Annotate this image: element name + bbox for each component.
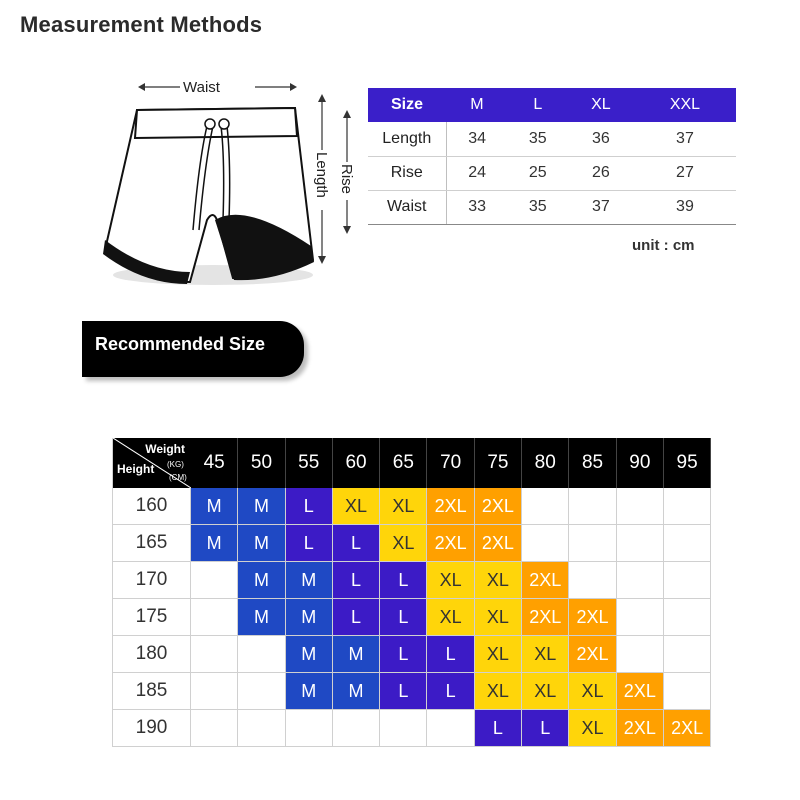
size-cell	[191, 562, 238, 599]
size-cell: M	[238, 599, 285, 636]
size-cell: M	[333, 636, 380, 673]
rise-label: Rise	[338, 164, 355, 195]
size-cell: L	[333, 562, 380, 599]
size-value: 36	[568, 122, 634, 156]
size-value: 39	[634, 190, 736, 224]
size-cell	[522, 525, 569, 562]
size-cell: L	[286, 488, 333, 525]
size-cell: L	[522, 710, 569, 747]
weight-header-cell: 60	[333, 438, 380, 488]
size-cell: L	[380, 599, 427, 636]
size-cell: XL	[427, 562, 474, 599]
unit-note: unit : cm	[632, 237, 695, 254]
weight-header-cell: 75	[475, 438, 522, 488]
cm-unit-label: (CM)	[169, 473, 187, 482]
size-cell: M	[286, 673, 333, 710]
weight-header-cell: 70	[427, 438, 474, 488]
weight-header-cell: 90	[617, 438, 664, 488]
weight-header-cell: 80	[522, 438, 569, 488]
weight-header-cell: 95	[664, 438, 711, 488]
height-row-label: 175	[113, 599, 191, 636]
weight-header-cell: 50	[238, 438, 285, 488]
size-value: 35	[508, 190, 568, 224]
weight-header-cell: 45	[191, 438, 238, 488]
table-row	[368, 122, 736, 156]
size-header-cell: Size	[368, 88, 446, 122]
size-cell: XL	[380, 525, 427, 562]
size-value: 25	[508, 156, 568, 190]
size-cell: XL	[569, 673, 616, 710]
size-cell	[522, 488, 569, 525]
size-cell: 2XL	[569, 636, 616, 673]
row-label: Rise	[368, 156, 446, 190]
size-cell: XL	[522, 673, 569, 710]
size-header-cell: XL	[568, 88, 634, 122]
size-value: 37	[568, 190, 634, 224]
size-cell	[286, 710, 333, 747]
size-cell: M	[238, 525, 285, 562]
height-row-label: 170	[113, 562, 191, 599]
size-cell: M	[286, 562, 333, 599]
weight-header-cell: 85	[569, 438, 616, 488]
height-row-label: 165	[113, 525, 191, 562]
size-cell: 2XL	[427, 488, 474, 525]
height-row-label: 185	[113, 673, 191, 710]
size-cell: 2XL	[475, 525, 522, 562]
size-cell	[191, 599, 238, 636]
table-row	[368, 190, 736, 224]
size-cell: L	[380, 673, 427, 710]
size-header-cell: M	[446, 88, 508, 122]
size-cell: M	[286, 599, 333, 636]
table-row	[368, 156, 736, 190]
size-cell: M	[238, 488, 285, 525]
size-cell: L	[380, 562, 427, 599]
recommendation-grid	[112, 438, 711, 747]
page-title: Measurement Methods	[20, 12, 263, 37]
row-label: Waist	[368, 190, 446, 224]
size-cell: XL	[569, 710, 616, 747]
size-cell	[238, 710, 285, 747]
size-cell: XL	[475, 599, 522, 636]
size-cell	[617, 562, 664, 599]
size-cell	[191, 636, 238, 673]
waist-label: Waist	[183, 79, 220, 96]
size-cell: L	[427, 636, 474, 673]
size-cell: 2XL	[569, 599, 616, 636]
size-cell	[238, 673, 285, 710]
size-cell: XL	[427, 599, 474, 636]
size-cell: 2XL	[664, 710, 711, 747]
size-table	[368, 88, 736, 225]
height-row-label: 160	[113, 488, 191, 525]
size-cell	[664, 636, 711, 673]
recommended-size-banner: Recommended Size	[82, 321, 304, 377]
size-cell: M	[333, 673, 380, 710]
row-label: Length	[368, 122, 446, 156]
size-value: 34	[446, 122, 508, 156]
size-cell	[569, 525, 616, 562]
height-axis-label: Height	[117, 462, 155, 476]
size-cell: 2XL	[617, 673, 664, 710]
size-cell: XL	[475, 636, 522, 673]
size-cell	[664, 488, 711, 525]
size-cell: L	[286, 525, 333, 562]
kg-unit-label: (KG)	[167, 460, 184, 469]
size-header-cell: XXL	[634, 88, 736, 122]
size-cell: L	[333, 525, 380, 562]
weight-header-cell: 55	[286, 438, 333, 488]
size-cell	[333, 710, 380, 747]
size-value: 37	[634, 122, 736, 156]
size-cell	[664, 599, 711, 636]
size-cell: XL	[475, 562, 522, 599]
size-cell: M	[191, 488, 238, 525]
size-cell	[191, 673, 238, 710]
size-cell	[617, 525, 664, 562]
grid-corner	[113, 438, 191, 488]
size-cell: XL	[475, 673, 522, 710]
size-value: 24	[446, 156, 508, 190]
size-cell: L	[475, 710, 522, 747]
weight-header-cell: 65	[380, 438, 427, 488]
height-row-label: 180	[113, 636, 191, 673]
size-cell: L	[380, 636, 427, 673]
size-cell	[427, 710, 474, 747]
size-cell: 2XL	[475, 488, 522, 525]
size-cell	[617, 488, 664, 525]
size-cell: M	[191, 525, 238, 562]
size-cell	[569, 562, 616, 599]
size-cell: L	[333, 599, 380, 636]
weight-axis-label: Weight	[145, 442, 185, 456]
size-cell: L	[427, 673, 474, 710]
size-cell: 2XL	[427, 525, 474, 562]
size-cell	[380, 710, 427, 747]
size-cell	[569, 488, 616, 525]
height-row-label: 190	[113, 710, 191, 747]
shorts-diagram	[95, 70, 370, 295]
size-cell: 2XL	[522, 562, 569, 599]
size-table-header	[368, 88, 736, 122]
size-cell	[664, 673, 711, 710]
size-cell: 2XL	[522, 599, 569, 636]
size-cell	[191, 710, 238, 747]
size-cell	[664, 525, 711, 562]
size-cell	[664, 562, 711, 599]
length-label: Length	[313, 152, 330, 198]
size-value: 26	[568, 156, 634, 190]
size-value: 35	[508, 122, 568, 156]
size-cell: XL	[380, 488, 427, 525]
size-header-cell: L	[508, 88, 568, 122]
size-cell	[238, 636, 285, 673]
size-value: 27	[634, 156, 736, 190]
size-cell	[617, 636, 664, 673]
size-cell: 2XL	[617, 710, 664, 747]
size-cell: XL	[522, 636, 569, 673]
size-cell: M	[286, 636, 333, 673]
size-cell: M	[238, 562, 285, 599]
size-cell: XL	[333, 488, 380, 525]
size-value: 33	[446, 190, 508, 224]
size-cell	[617, 599, 664, 636]
